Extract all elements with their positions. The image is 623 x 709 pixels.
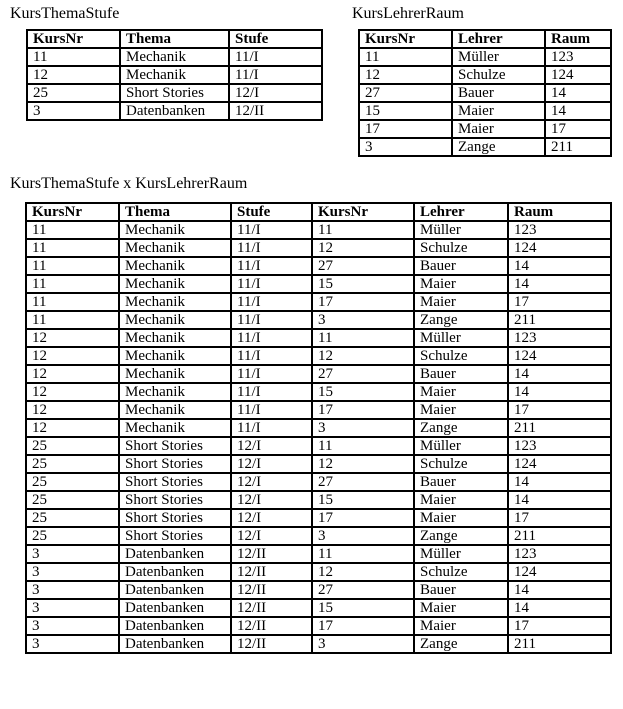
- table-cell: 14: [508, 257, 611, 275]
- table-cell: 123: [508, 221, 611, 239]
- table-cell: Mechanik: [120, 66, 229, 84]
- table-cell: Maier: [414, 275, 508, 293]
- table-cell: 14: [508, 365, 611, 383]
- table-cell: Zange: [414, 419, 508, 437]
- table-row: [26, 401, 611, 419]
- table-cell: 12: [27, 66, 120, 84]
- table-cell: Mechanik: [119, 365, 231, 383]
- table-cell: Mechanik: [119, 419, 231, 437]
- table-cell: Mechanik: [119, 329, 231, 347]
- table-cell: 25: [26, 473, 119, 491]
- table-cell: 11: [26, 221, 119, 239]
- table-cell: Müller: [414, 545, 508, 563]
- table-cell: 25: [27, 84, 120, 102]
- table-cell: 3: [312, 527, 414, 545]
- table-row: [26, 221, 611, 239]
- table-cell: 11/I: [231, 383, 312, 401]
- column-header: KursNr: [312, 203, 414, 221]
- table-cell: 11/I: [229, 48, 322, 66]
- table-cell: Bauer: [414, 581, 508, 599]
- table-cell: 11: [26, 257, 119, 275]
- table-cell: Mechanik: [119, 221, 231, 239]
- table-cell: 123: [508, 545, 611, 563]
- table-cell: 211: [508, 419, 611, 437]
- table-cell: Maier: [414, 383, 508, 401]
- table-cell: 11/I: [231, 401, 312, 419]
- table-cell: Müller: [414, 329, 508, 347]
- table-row: [26, 527, 611, 545]
- table-cell: 11: [312, 545, 414, 563]
- table-cell: Zange: [414, 527, 508, 545]
- table-cell: Short Stories: [119, 455, 231, 473]
- table-cell: 14: [508, 599, 611, 617]
- table-cell: 12/II: [231, 599, 312, 617]
- table-row: [26, 419, 611, 437]
- table-cell: 17: [508, 401, 611, 419]
- table-cell: 3: [359, 138, 452, 156]
- table-cell: 12/II: [231, 581, 312, 599]
- table-cell: 11: [312, 329, 414, 347]
- table-cell: 123: [545, 48, 611, 66]
- table-cell: 12: [26, 401, 119, 419]
- table-row: [26, 563, 611, 581]
- table-cell: 12: [26, 383, 119, 401]
- table-cell: 11: [27, 48, 120, 66]
- table-cell: 14: [545, 102, 611, 120]
- column-header: Stufe: [231, 203, 312, 221]
- table-row: [359, 84, 611, 102]
- table-cell: 12/I: [231, 473, 312, 491]
- table-cell: Short Stories: [119, 491, 231, 509]
- table-cell: 11/I: [231, 239, 312, 257]
- table-cell: 11: [26, 293, 119, 311]
- table-cell: Schulze: [414, 347, 508, 365]
- table-title-kursthemastufe: KursThemaStufe: [10, 5, 120, 22]
- table-cell: 17: [508, 293, 611, 311]
- table-cell: 3: [26, 599, 119, 617]
- table-cell: 11/I: [231, 221, 312, 239]
- table-cell: Datenbanken: [119, 617, 231, 635]
- table-cell: Datenbanken: [119, 599, 231, 617]
- table-cell: Mechanik: [119, 257, 231, 275]
- table-cell: Datenbanken: [120, 102, 229, 120]
- table-cell: 12/II: [231, 635, 312, 653]
- table-row: [26, 473, 611, 491]
- table-row: [27, 48, 322, 66]
- table-cell: 3: [312, 419, 414, 437]
- table-cell: 3: [26, 563, 119, 581]
- table-cell: 3: [26, 545, 119, 563]
- table-cell: 11: [312, 221, 414, 239]
- table-cell: 11/I: [231, 293, 312, 311]
- table-title-kurslehrerraum: KursLehrerRaum: [352, 5, 464, 22]
- table-cell: Müller: [414, 221, 508, 239]
- table-cell: Mechanik: [119, 239, 231, 257]
- table-cell: 12/II: [231, 545, 312, 563]
- table-cell: Datenbanken: [119, 563, 231, 581]
- table-row: [27, 66, 322, 84]
- table-cell: Zange: [452, 138, 545, 156]
- table-cell: 12/I: [231, 527, 312, 545]
- header-row: [26, 203, 611, 221]
- table-cell: Mechanik: [119, 311, 231, 329]
- table-row: [26, 347, 611, 365]
- table-cell: 11/I: [231, 311, 312, 329]
- table-cell: 11/I: [231, 329, 312, 347]
- table-cell: 3: [312, 311, 414, 329]
- header-row: [359, 30, 611, 48]
- table-cell: 27: [312, 257, 414, 275]
- table-cell: Bauer: [414, 473, 508, 491]
- table-row: [359, 102, 611, 120]
- table-cell: 11/I: [231, 257, 312, 275]
- table-cell: 17: [312, 509, 414, 527]
- column-header: KursNr: [27, 30, 120, 48]
- table-cell: 11: [26, 275, 119, 293]
- table-row: [26, 509, 611, 527]
- table-row: [26, 491, 611, 509]
- table-cell: Mechanik: [119, 293, 231, 311]
- table-cell: Datenbanken: [119, 545, 231, 563]
- table-cell: 25: [26, 491, 119, 509]
- table-cell: 12: [26, 365, 119, 383]
- table-cell: 17: [545, 120, 611, 138]
- table-cell: Maier: [414, 509, 508, 527]
- table-row: [26, 329, 611, 347]
- table-cell: Zange: [414, 311, 508, 329]
- table-row: [26, 365, 611, 383]
- table-cell: 17: [312, 293, 414, 311]
- table-row: [26, 239, 611, 257]
- table-cell: 27: [359, 84, 452, 102]
- column-header: Raum: [545, 30, 611, 48]
- column-header: Stufe: [229, 30, 322, 48]
- table-cell: Mechanik: [119, 401, 231, 419]
- table-cell: 14: [545, 84, 611, 102]
- table-cell: 12: [26, 347, 119, 365]
- table-cell: Müller: [414, 437, 508, 455]
- table-cell: 211: [508, 527, 611, 545]
- table-cell: 12/II: [231, 617, 312, 635]
- table-cell: 12/I: [229, 84, 322, 102]
- table-cell: 3: [26, 581, 119, 599]
- table-cell: 15: [312, 599, 414, 617]
- table-row: [26, 545, 611, 563]
- table-cell: 14: [508, 473, 611, 491]
- table-cell: 15: [312, 275, 414, 293]
- table-cell: Schulze: [414, 563, 508, 581]
- table-cell: 27: [312, 581, 414, 599]
- table-row: [26, 581, 611, 599]
- table-row: [359, 138, 611, 156]
- table-row: [27, 102, 322, 120]
- table-cell: Maier: [414, 599, 508, 617]
- table-cell: 124: [508, 563, 611, 581]
- table-cell: 14: [508, 383, 611, 401]
- table-cell: 14: [508, 581, 611, 599]
- table-cell: Maier: [414, 491, 508, 509]
- table-cell: Short Stories: [119, 473, 231, 491]
- table-cell: 11/I: [231, 275, 312, 293]
- cross-product-table: [25, 202, 612, 654]
- column-header: Lehrer: [414, 203, 508, 221]
- table-cell: 211: [508, 311, 611, 329]
- table-cell: 12/II: [229, 102, 322, 120]
- table-cell: Bauer: [414, 365, 508, 383]
- table-cell: Maier: [414, 401, 508, 419]
- table-cell: Datenbanken: [119, 635, 231, 653]
- table-title-cross-product: KursThemaStufe x KursLehrerRaum: [10, 175, 248, 192]
- kurslehrerraum-table: [358, 29, 612, 157]
- table-cell: Zange: [414, 635, 508, 653]
- table-cell: 11/I: [231, 419, 312, 437]
- header-row: [27, 30, 322, 48]
- table-cell: Schulze: [414, 239, 508, 257]
- table-row: [26, 293, 611, 311]
- table-row: [26, 455, 611, 473]
- table-row: [26, 617, 611, 635]
- table-cell: Maier: [414, 617, 508, 635]
- table-row: [26, 635, 611, 653]
- table-cell: Maier: [452, 102, 545, 120]
- table-cell: 124: [545, 66, 611, 84]
- column-header: Raum: [508, 203, 611, 221]
- table-cell: 11: [359, 48, 452, 66]
- table-cell: Short Stories: [120, 84, 229, 102]
- table-cell: Schulze: [414, 455, 508, 473]
- table-cell: 27: [312, 365, 414, 383]
- column-header: Thema: [119, 203, 231, 221]
- table-cell: Mechanik: [119, 347, 231, 365]
- table-cell: 11/I: [229, 66, 322, 84]
- table-row: [27, 84, 322, 102]
- table-cell: 3: [26, 635, 119, 653]
- table-cell: Short Stories: [119, 527, 231, 545]
- table-cell: 12/I: [231, 455, 312, 473]
- table-cell: 12/I: [231, 491, 312, 509]
- table-cell: 124: [508, 239, 611, 257]
- table-row: [359, 120, 611, 138]
- column-header: Lehrer: [452, 30, 545, 48]
- table-cell: 123: [508, 437, 611, 455]
- table-cell: Mechanik: [120, 48, 229, 66]
- table-cell: 11: [312, 437, 414, 455]
- table-cell: Mechanik: [119, 383, 231, 401]
- table-cell: 3: [26, 617, 119, 635]
- table-cell: 11/I: [231, 365, 312, 383]
- table-cell: 12: [26, 329, 119, 347]
- table-cell: 14: [508, 275, 611, 293]
- table-row: [26, 599, 611, 617]
- table-cell: 25: [26, 455, 119, 473]
- table-cell: 211: [545, 138, 611, 156]
- table-cell: 25: [26, 509, 119, 527]
- column-header: KursNr: [26, 203, 119, 221]
- table-cell: 124: [508, 455, 611, 473]
- table-cell: 11: [26, 239, 119, 257]
- table-cell: 15: [312, 383, 414, 401]
- table-cell: 17: [312, 617, 414, 635]
- table-cell: Mechanik: [119, 275, 231, 293]
- table-cell: 12: [312, 563, 414, 581]
- table-row: [359, 66, 611, 84]
- table-cell: 15: [312, 491, 414, 509]
- table-cell: 12/II: [231, 563, 312, 581]
- table-cell: 25: [26, 527, 119, 545]
- kursthemastufe-table: [26, 29, 323, 121]
- table-cell: 11/I: [231, 347, 312, 365]
- table-cell: Datenbanken: [119, 581, 231, 599]
- table-cell: 12: [359, 66, 452, 84]
- table-cell: 25: [26, 437, 119, 455]
- table-cell: 211: [508, 635, 611, 653]
- table-cell: Maier: [452, 120, 545, 138]
- table-cell: Bauer: [452, 84, 545, 102]
- table-cell: 17: [312, 401, 414, 419]
- table-cell: 12: [312, 455, 414, 473]
- table-cell: 12/I: [231, 509, 312, 527]
- table-cell: 3: [312, 635, 414, 653]
- table-cell: 12: [312, 347, 414, 365]
- table-row: [26, 311, 611, 329]
- table-cell: 17: [508, 509, 611, 527]
- table-cell: 11: [26, 311, 119, 329]
- table-cell: Short Stories: [119, 437, 231, 455]
- table-cell: Bauer: [414, 257, 508, 275]
- table-cell: 17: [359, 120, 452, 138]
- table-cell: 12/I: [231, 437, 312, 455]
- table-cell: Schulze: [452, 66, 545, 84]
- column-header: KursNr: [359, 30, 452, 48]
- table-cell: 15: [359, 102, 452, 120]
- table-cell: 27: [312, 473, 414, 491]
- table-row: [359, 48, 611, 66]
- table-cell: 12: [312, 239, 414, 257]
- table-row: [26, 383, 611, 401]
- table-cell: 12: [26, 419, 119, 437]
- table-cell: Müller: [452, 48, 545, 66]
- table-row: [26, 275, 611, 293]
- table-row: [26, 257, 611, 275]
- column-header: Thema: [120, 30, 229, 48]
- table-cell: 14: [508, 491, 611, 509]
- table-cell: 3: [27, 102, 120, 120]
- table-cell: 124: [508, 347, 611, 365]
- table-cell: Maier: [414, 293, 508, 311]
- table-cell: 123: [508, 329, 611, 347]
- table-cell: 17: [508, 617, 611, 635]
- table-row: [26, 437, 611, 455]
- table-cell: Short Stories: [119, 509, 231, 527]
